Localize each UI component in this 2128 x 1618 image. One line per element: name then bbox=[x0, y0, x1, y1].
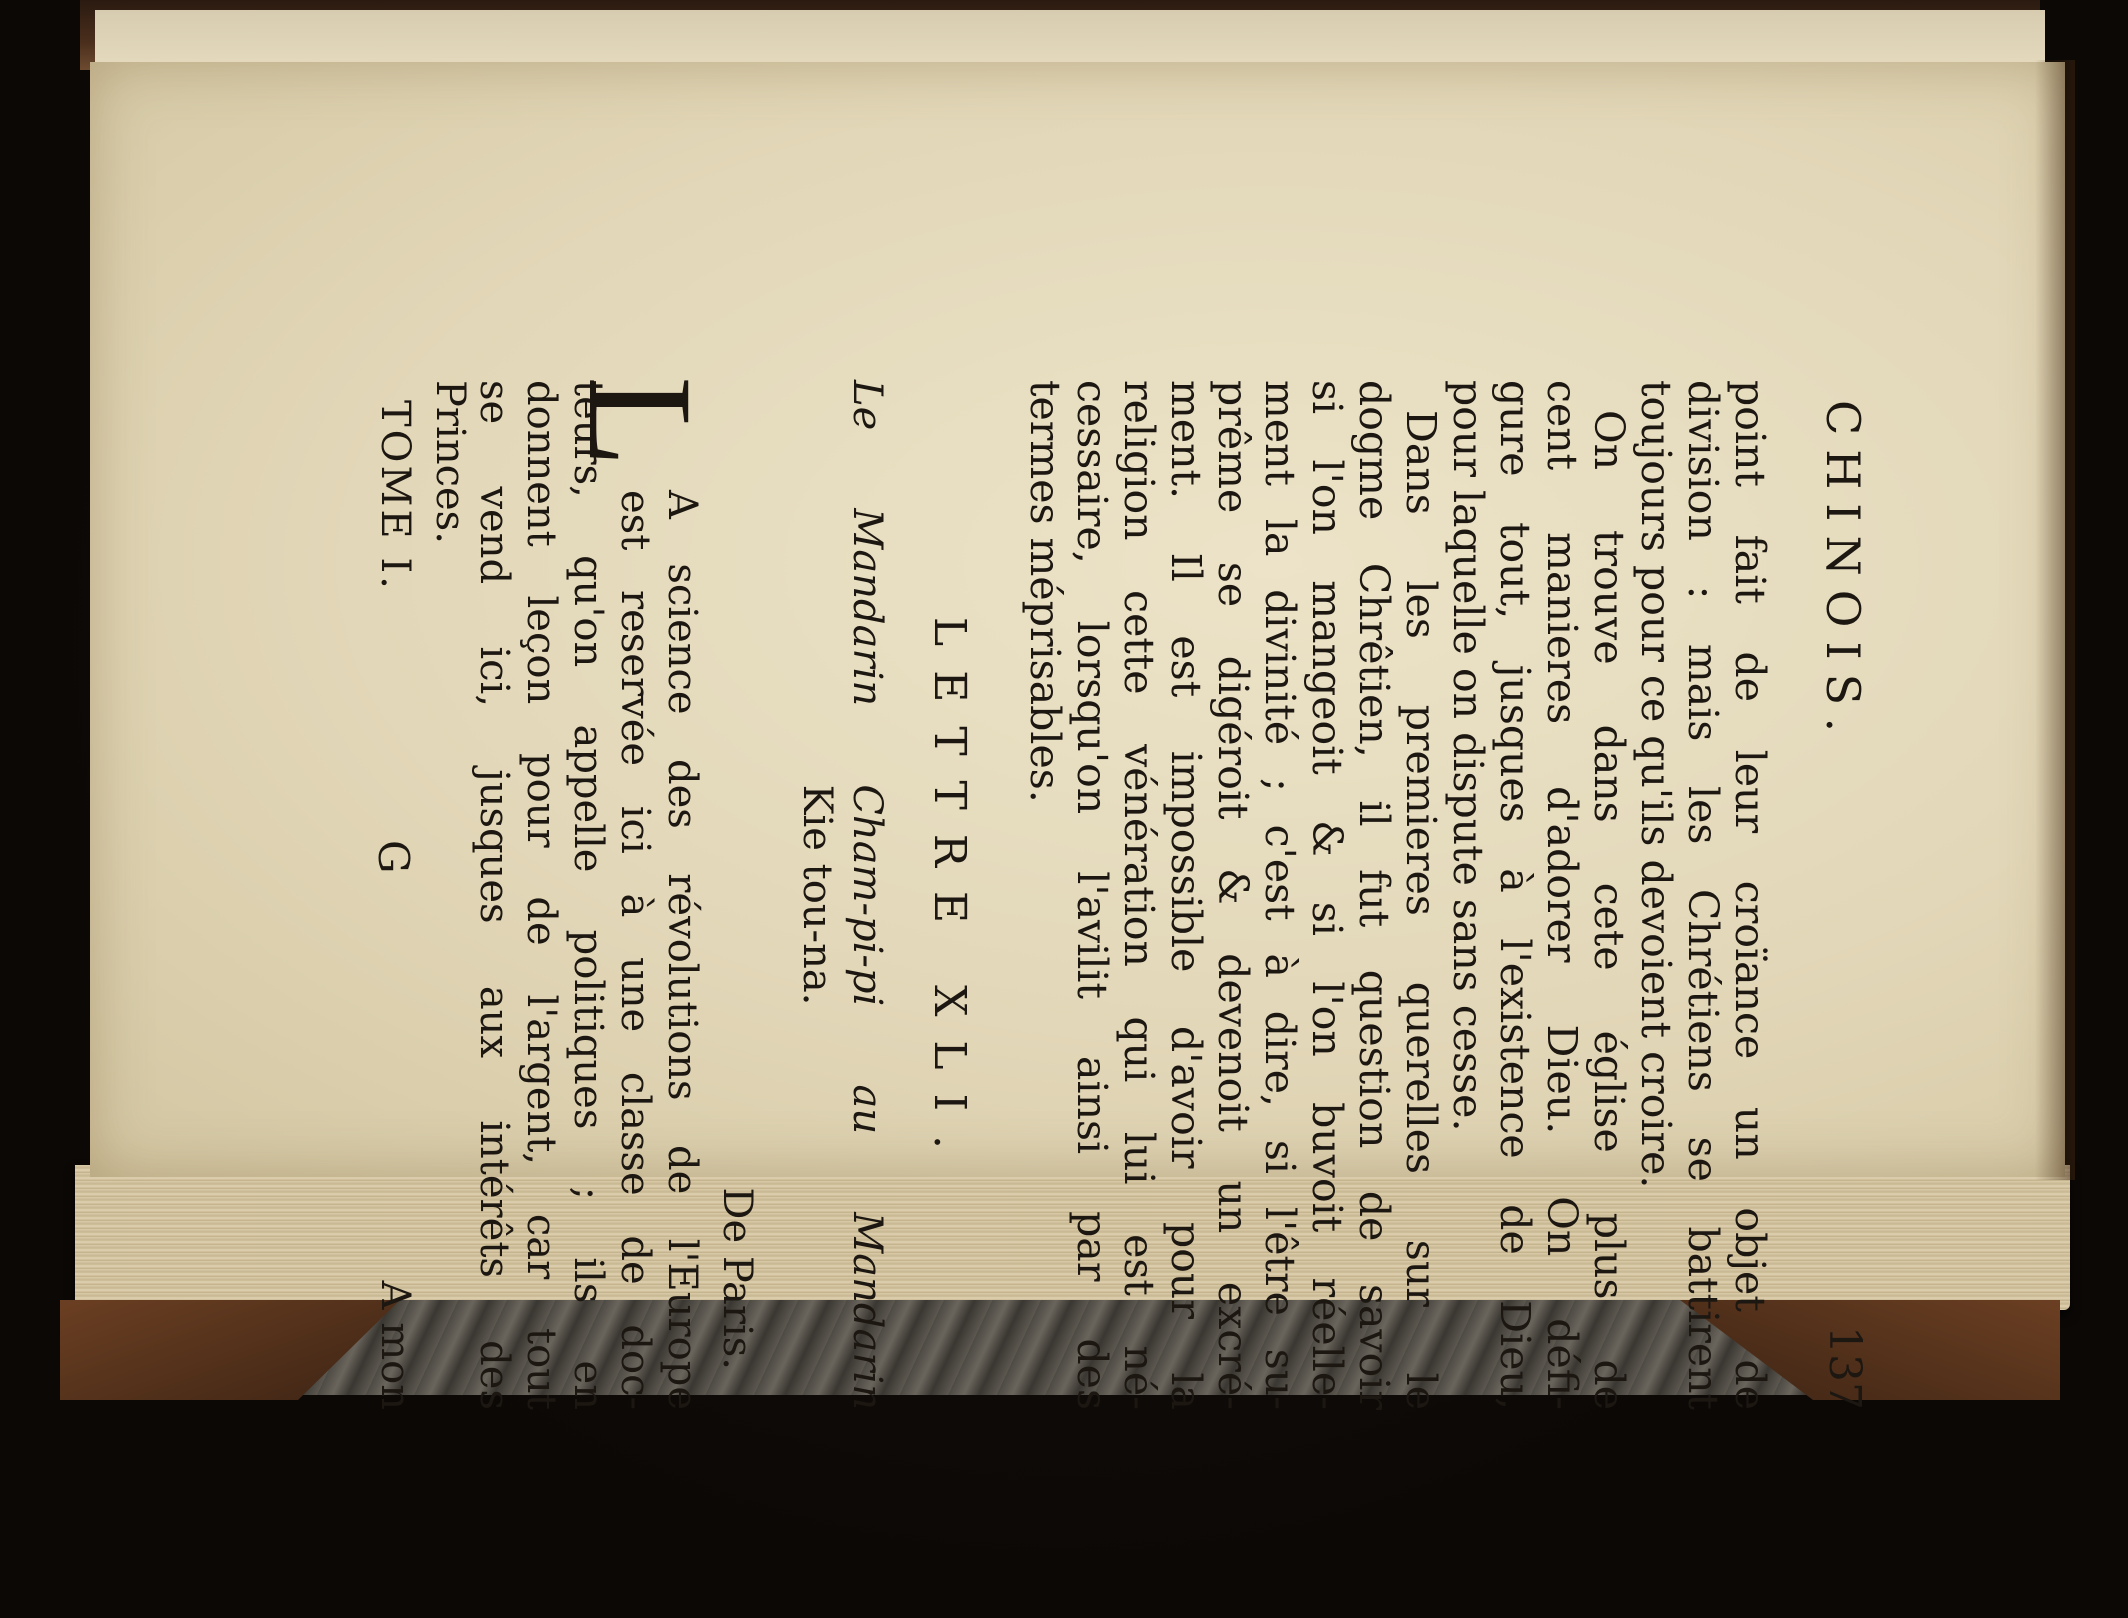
text-line: religion cette vénération qui lui est né- bbox=[1115, 380, 1163, 1410]
text-line: Dans les premieres querelles sur le bbox=[1397, 410, 1445, 1410]
text-line: se vend ici, jusques aux intérêts des bbox=[471, 380, 517, 1410]
text-line: A science des révolutions de l'Europe bbox=[659, 490, 705, 1410]
text-line: prême se digéroit & devenoit un excré- bbox=[1209, 380, 1257, 1410]
text-line: point fait de leur croïance un objet de bbox=[1726, 380, 1774, 1410]
text-line: cent manieres d'adorer Dieu. On défi- bbox=[1538, 380, 1586, 1410]
page-footer bbox=[358, 380, 418, 1410]
page-text-block bbox=[310, 376, 1870, 1410]
letter-salutation-cont: Kie tou-na. bbox=[794, 784, 840, 1006]
letter-salutation: Le Mandarin Cham-pi-pi au Mandarin bbox=[844, 380, 890, 1410]
text-line: division : mais les Chrétiens se battirent bbox=[1679, 380, 1727, 1410]
text-line: dogme Chrêtien, il fut question de savoir bbox=[1350, 380, 1398, 1410]
running-title: CHINOIS. bbox=[1816, 400, 1870, 747]
text-line: est reservée ici à une classe de doc- bbox=[612, 490, 658, 1410]
letter-title: LETTRE XLI. bbox=[924, 617, 975, 1173]
text-line: donnent leçon pour de l'argent, car tout bbox=[518, 380, 564, 1410]
page-number: 137 bbox=[1819, 1326, 1870, 1410]
catchword: A mon bbox=[372, 1280, 418, 1410]
text-line: si l'on mangeoit & si l'on buvoit réelle- bbox=[1303, 380, 1351, 1410]
letter-place: De Paris. bbox=[714, 1187, 760, 1370]
running-head bbox=[1800, 380, 1870, 1410]
text-line: toujours pour ce qu'ils devoient croire. bbox=[1632, 380, 1680, 1189]
text-line: On trouve dans cete église plus de bbox=[1585, 410, 1633, 1410]
drop-cap: L bbox=[557, 376, 723, 468]
text-line: gure tout, jusques à l'existence de Dieu, bbox=[1491, 380, 1539, 1410]
text-line: cessaire, lorsqu'on l'avilit ainsi par des bbox=[1068, 380, 1116, 1410]
text-line: teurs, qu'on appelle politiques ; ils en bbox=[565, 380, 611, 1410]
text-line: ment la divinité ; c'est à dire, si l'être su- bbox=[1256, 380, 1304, 1410]
signature-mark: G bbox=[369, 840, 418, 874]
page-gutter-shadow bbox=[2035, 60, 2075, 1180]
text-line: termes méprisables. bbox=[1021, 380, 1069, 803]
text-line: ment. Il est impossible d'avoir pour la bbox=[1162, 380, 1210, 1410]
volume-label: TOME I. bbox=[372, 400, 418, 592]
previous-page-edge bbox=[95, 10, 2045, 65]
text-line: pour laquelle on dispute sans cesse. bbox=[1444, 380, 1492, 1132]
text-line: Princes. bbox=[427, 380, 473, 544]
